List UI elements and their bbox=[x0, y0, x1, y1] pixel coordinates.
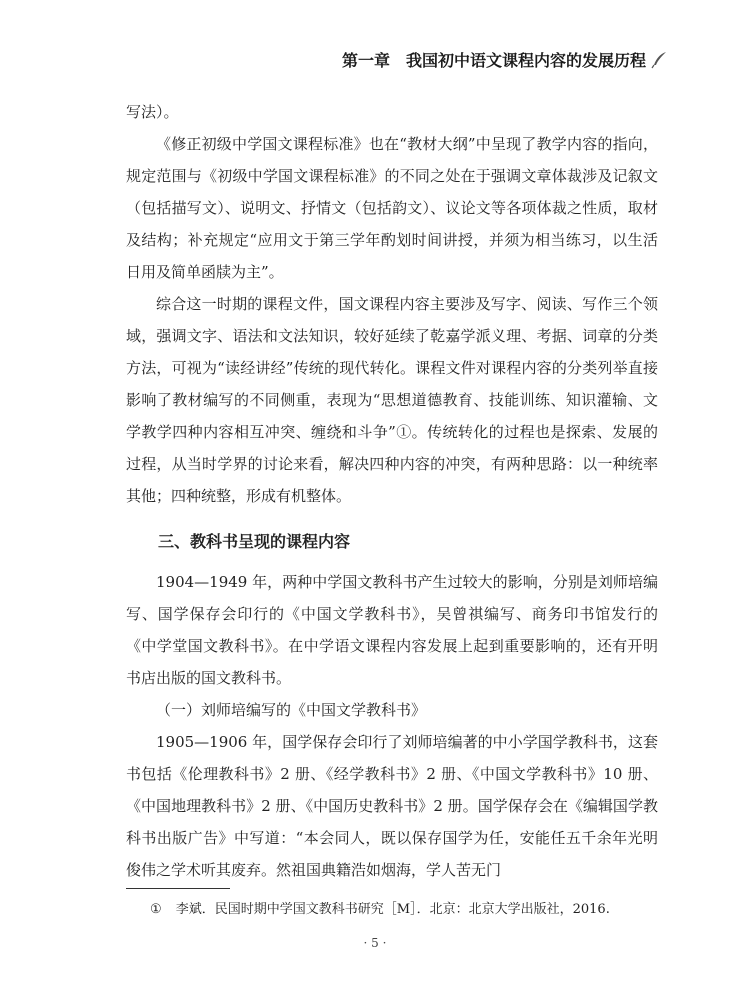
page-body bbox=[126, 96, 658, 886]
paragraph: 1905—1906 年，国学保存会印行了刘师培编著的中小学国学教科书，这套书包括《伦理教科书》2 册、《经学教科书》2 册、《中国文学教科书》10 册、《中国地理教科书》2 册、《中国历史教科书》2 册。国学保存会在《编辑国学教科书出版广告》中写道：“本会同人，既以保存国学为任，安能任五千余年光明俊伟之学术听其废弃。然祖国典籍浩如烟海，学人苦无门 bbox=[126, 733, 658, 879]
paragraph: 1904—1949 年，两种中学国文教科书产生过较大的影响，分别是刘师培编写、国学保存会印行的《中国文学教科书》，吴曾祺编写、商务印书馆发行的《中学堂国文教科书》。在中学语文课程内容发展上起到重要影响的，还有开明书店出版的国文教科书。 bbox=[126, 573, 658, 687]
footnote bbox=[150, 898, 610, 917]
footnote-text: 李斌．民国时期中学国文教科书研究［M］．北京：北京大学出版社，2016. bbox=[175, 902, 610, 917]
section-heading: 三、教科书呈现的课程内容 bbox=[158, 532, 351, 551]
chapter-title: 第一章 我国初中语文课程内容的发展历程 bbox=[341, 51, 646, 70]
paragraph: 综合这一时期的课程文件，国文课程内容主要涉及写字、阅读、写作三个领域，强调文字、语法和文法知识，较好延续了乾嘉学派义理、考据、词章的分类方法，可视为“读经讲经”传统的现代转化。课程文件对课程内容的分类列举直接影响了教材编写的不同侧重，表现为“思想道德教育、技能训练、知识灌输、文学教学四种内容相互冲突、缠绕和斗争”①。传统转化的过程也是探索、发展的过程，从当时学界的讨论来看，解决四种内容的冲突，有两种思路：以一种统率其他；四种统整，形成有机整体。 bbox=[126, 295, 658, 505]
footnote-divider bbox=[126, 888, 230, 889]
quill-pen-icon bbox=[650, 51, 668, 69]
paragraph: 写法）。 bbox=[126, 103, 179, 121]
subsection-heading: （一）刘师培编写的《中国文学教科书》 bbox=[156, 701, 427, 719]
running-header bbox=[342, 48, 668, 71]
paragraph: 《修正初级中学国文课程标准》也在“教材大纲”中呈现了教学内容的指向，规定范围与《初级中学国文课程标准》的不同之处在于强调文章体裁涉及记叙文（包括描写文）、说明文、抒情文（包括韵文）、议论文等各项体裁之性质，取材及结构；补充规定“应用文于第三学年酌划时间讲授，并须为相当练习，以生活日用及简单函牍为主”。 bbox=[126, 135, 658, 281]
page-number: · 5 · bbox=[363, 936, 387, 950]
footnote-mark: ① bbox=[150, 902, 162, 917]
